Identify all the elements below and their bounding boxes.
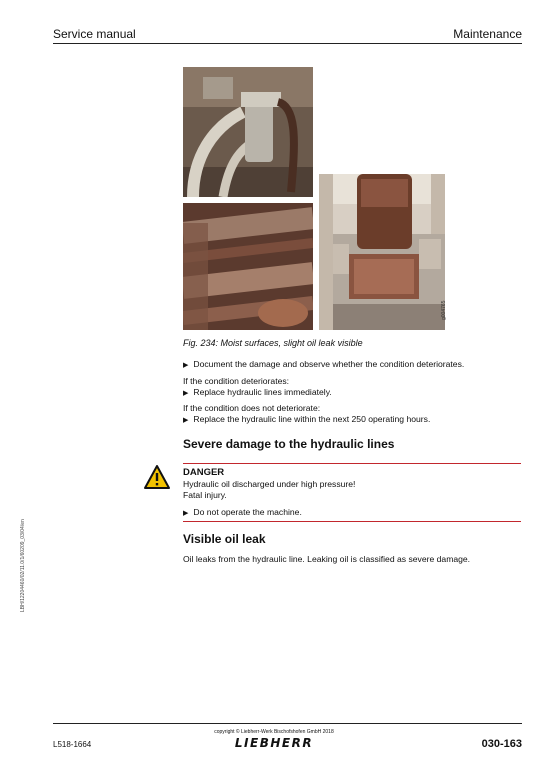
side-document-code: LBH/12204460/02/11.0/1/60209_03/04/en — [20, 519, 26, 612]
danger-bottom-rule — [183, 521, 521, 522]
danger-top-rule — [183, 463, 521, 464]
danger-action — [183, 507, 302, 517]
step-text: Replace hydraulic lines immediately. — [193, 387, 332, 397]
copyright-notice: copyright © Liebherr-Werk Bischofshofen GmbH 2018 — [214, 729, 334, 735]
arrow-icon: ▶ — [183, 510, 189, 517]
danger-hazard: Hydraulic oil discharged under high pressure! — [183, 479, 356, 489]
section-title-visible-oil-leak: Visible oil leak — [183, 532, 266, 546]
figure-id-code: g004765 — [441, 300, 447, 320]
condition-deteriorates: If the condition deteriorates: — [183, 376, 290, 386]
section-title-severe-damage: Severe damage to the hydraulic lines — [183, 437, 395, 451]
step-text: Replace the hydraulic line within the next 250 operating hours. — [193, 414, 431, 424]
oil-leak-description: Oil leaks from the hydraulic line. Leaking oil is classified as severe damage. — [183, 554, 471, 564]
header-divider — [53, 43, 522, 44]
warning-triangle-icon — [143, 464, 171, 495]
danger-consequence: Fatal injury. — [183, 490, 227, 500]
page-number: 030-163 — [481, 738, 522, 750]
figure-caption: Fig. 234: Moist surfaces, slight oil leak visible — [183, 338, 363, 348]
arrow-icon: ▶ — [183, 362, 189, 369]
arrow-icon: ▶ — [183, 417, 189, 424]
photo-filter-housing — [183, 67, 313, 197]
step-replace-250-hours — [183, 414, 430, 424]
step-document-damage — [183, 359, 464, 369]
document-code: L518-1664 — [53, 740, 92, 749]
arrow-icon: ▶ — [183, 390, 189, 397]
liebherr-logo: LIEBHERR — [234, 736, 314, 750]
header-title: Service manual — [53, 27, 136, 41]
photo-oil-leak-block — [319, 174, 445, 330]
step-text: Document the damage and observe whether the condition deteriorates. — [193, 359, 465, 369]
condition-not-deteriorate: If the condition does not deteriorate: — [183, 403, 321, 413]
header-section: Maintenance — [453, 27, 522, 41]
step-text: Do not operate the machine. — [193, 507, 302, 517]
footer-divider — [53, 723, 522, 724]
step-replace-immediately — [183, 387, 332, 397]
danger-label: DANGER — [183, 467, 225, 478]
photo-hydraulic-lines — [183, 203, 313, 330]
